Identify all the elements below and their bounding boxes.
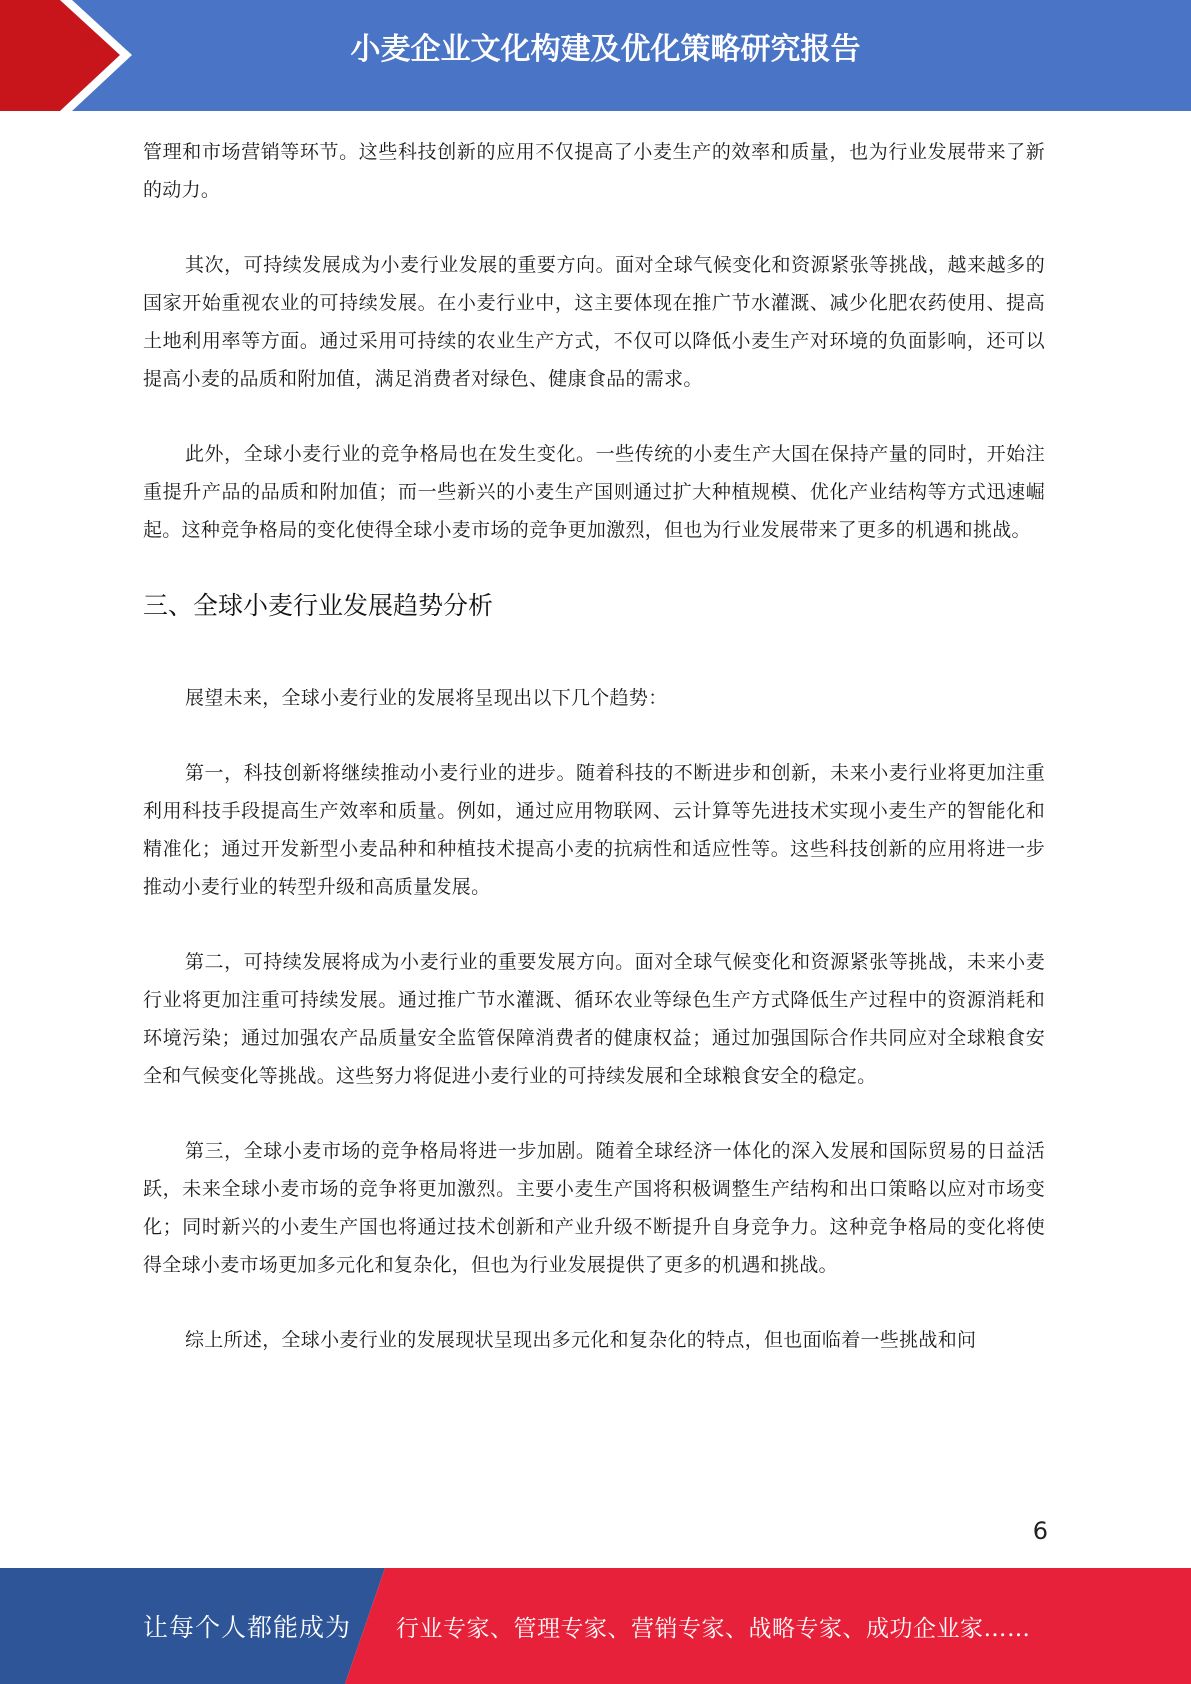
footer-slogan-left: 让每个人都能成为 (143, 1613, 352, 1642)
paragraph: 展望未来，全球小麦行业的发展将呈现出以下几个趋势： (185, 687, 668, 709)
footer-slogan-right: 行业专家、管理专家、营销专家、战略专家、成功企业家…… (396, 1616, 1031, 1642)
page-header (0, 0, 1191, 111)
paragraph: 管理和市场营销等环节。这些科技创新的应用不仅提高了小麦生产的效率和质量，也为行业发展带来了新的动力。 (143, 141, 1045, 201)
paragraph: 此外，全球小麦行业的竞争格局也在发生变化。一些传统的小麦生产大国在保持产量的同时，开始注重提升产品的品质和附加值；而一些新兴的小麦生产国则通过扩大种植规模、优化产业结构等方式迅速崛起。这种竞争格局的变化使得全球小麦市场的竞争更加激烈，但也为行业发展带来了更多的机遇和挑战。 (143, 443, 1045, 541)
paragraph: 第一，科技创新将继续推动小麦行业的进步。随着科技的不断进步和创新，未来小麦行业将更加注重利用科技手段提高生产效率和质量。例如，通过应用物联网、云计算等先进技术实现小麦生产的智能化和精准化；通过开发新型小麦品种和种植技术提高小麦的抗病性和适应性等。这些科技创新的应用将进一步推动小麦行业的转型升级和高质量发展。 (143, 762, 1045, 898)
paragraph: 其次，可持续发展成为小麦行业发展的重要方向。面对全球气候变化和资源紧张等挑战，越来越多的国家开始重视农业的可持续发展。在小麦行业中，这主要体现在推广节水灌溉、减少化肥农药使用、提高土地利用率等方面。通过采用可持续的农业生产方式，不仅可以降低小麦生产对环境的负面影响，还可以提高小麦的品质和附加值，满足消费者对绿色、健康食品的需求。 (143, 254, 1045, 390)
report-title: 小麦企业文化构建及优化策略研究报告 (350, 32, 861, 67)
section-heading: 三、全球小麦行业发展趋势分析 (143, 591, 494, 620)
document-body (143, 133, 1045, 1396)
paragraph: 第三，全球小麦市场的竞争格局将进一步加剧。随着全球经济一体化的深入发展和国际贸易的日益活跃，未来全球小麦市场的竞争将更加激烈。主要小麦生产国将积极调整生产结构和出口策略以应对市场变化；同时新兴的小麦生产国也将通过技术创新和产业升级不断提升自身竞争力。这种竞争格局的变化将使得全球小麦市场更加多元化和复杂化，但也为行业发展提供了更多的机遇和挑战。 (143, 1140, 1045, 1276)
page-number: 6 (1032, 1517, 1048, 1545)
page-footer (0, 1568, 1191, 1684)
paragraph: 综上所述，全球小麦行业的发展现状呈现出多元化和复杂化的特点，但也面临着一些挑战和问 (185, 1329, 977, 1351)
paragraph: 第二，可持续发展将成为小麦行业的重要发展方向。面对全球气候变化和资源紧张等挑战，未来小麦行业将更加注重可持续发展。通过推广节水灌溉、循环农业等绿色生产方式降低生产过程中的资源消耗和环境污染；通过加强农产品质量安全监管保障消费者的健康权益；通过加强国际合作共同应对全球粮食安全和气候变化等挑战。这些努力将促进小麦行业的可持续发展和全球粮食安全的稳定。 (143, 951, 1045, 1087)
